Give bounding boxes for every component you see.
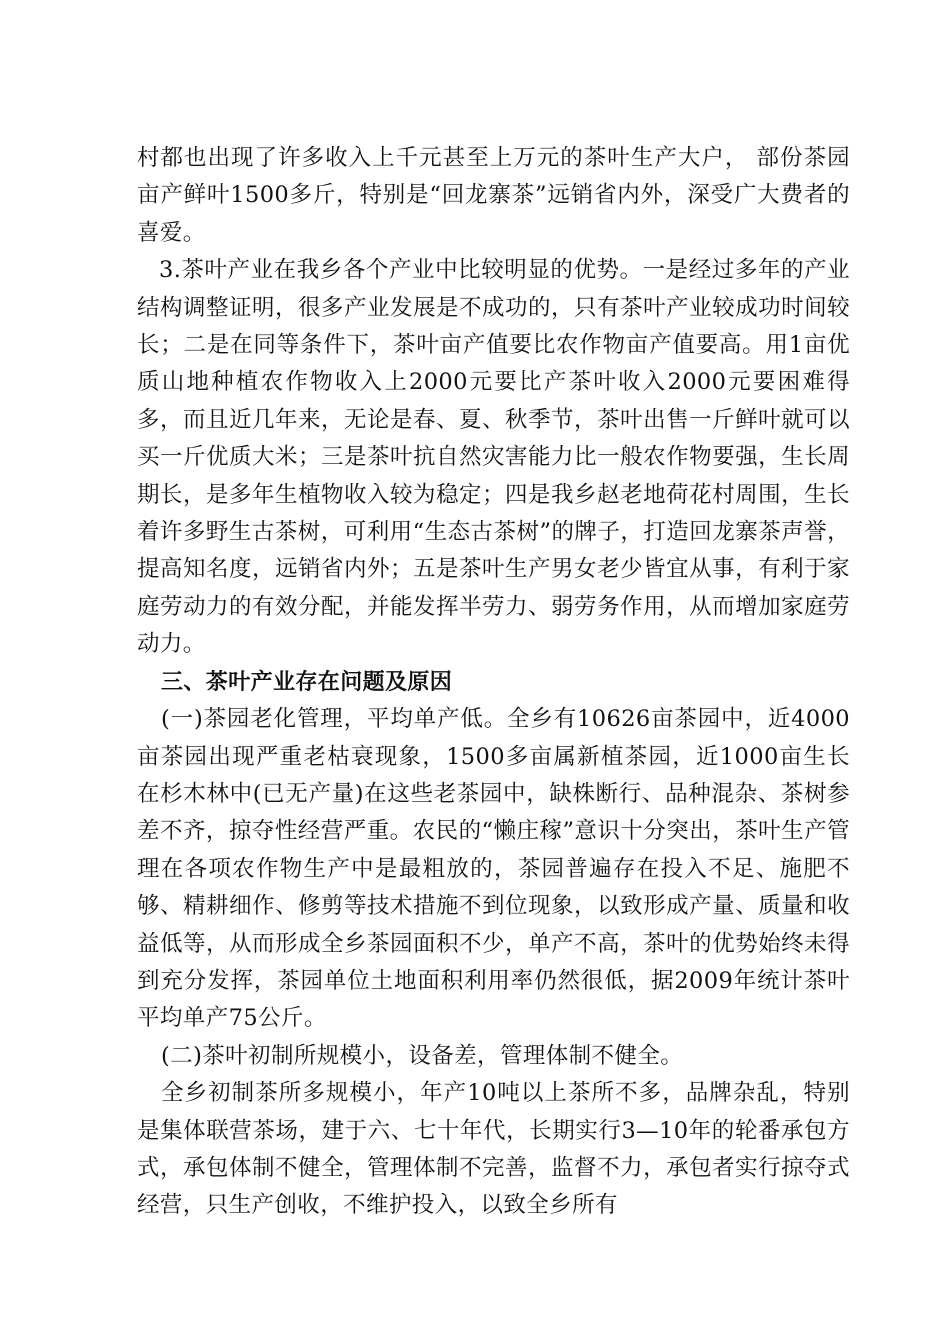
section-heading-problems: 三、茶叶产业存在问题及原因 bbox=[161, 669, 453, 695]
paragraph-factory-details: 全乡初制茶所多规模小，年产10吨以上茶所不多，品牌杂乱，特别是集体联营茶场，建于六、七十年代，长期实行3—10年的轮番承包方式，承包体制不健全，管理体制不完善，监督不力，承包者实行掠夺式经营，只生产创收，不维护投入，以致全乡所有 bbox=[137, 1080, 850, 1219]
paragraph-small-factories-title: (二)茶叶初制所规模小，设备差，管理体制不健全。 bbox=[161, 1042, 684, 1069]
paragraph-aging-gardens: (一)茶园老化管理，平均单产低。全乡有10626亩茶园中，近4000亩茶园出现严重老枯衰现象，1500多亩属新植茶园，近1000亩生长在杉木林中(已无产量)在这些老茶园中，缺株断行、品种混杂、茶树参差不齐，掠夺性经营严重。农民的“懒庄稼”意识十分突出，茶叶生产管理在各项农作物生产中是最粗放的，茶园普遍存在投入不足、施肥不够、精耕细作、修剪等技术措施不到位现象，以致形成产量、质量和收益低等，从而形成全乡茶园面积不少，单产不高，茶叶的优势始终未得到充分发挥，茶园单位土地面积利用率仍然很低，据2009年统计茶叶平均单产75公斤。 bbox=[137, 706, 850, 1032]
paragraph-tea-advantages: 3.茶叶产业在我乡各个产业中比较明显的优势。一是经过多年的产业结构调整证明，很多产业发展是不成功的，只有茶叶产业较成功时间较长；二是在同等条件下，茶叶亩产值要比农作物亩产值要高。用1亩优质山地种植农作物收入上2000元要比产茶叶收入2000元要困难得多，而且近几年来，无论是春、夏、秋季节，茶叶出售一斤鲜叶就可以买一斤优质大米；三是茶叶抗自然灾害能力比一般农作物要强，生长周期长，是多年生植物收入较为稳定；四是我乡赵老地荷花村周围，生长着许多野生古茶树，可利用“生态古茶树”的牌子，打造回龙寨茶声誉，提高知名度，远销省内外；五是茶叶生产男女老少皆宜从事，有利于家庭劳动力的有效分配，并能发挥半劳力、弱劳务作用，从而增加家庭劳动力。 bbox=[137, 257, 850, 658]
paragraph-large-producers: 村都也出现了许多收入上千元甚至上万元的茶叶生产大户， 部份茶园亩产鲜叶1500多斤，特别是“回龙寨茶”远销省内外，深受广大费者的喜爱。 bbox=[137, 145, 850, 246]
document-page bbox=[137, 140, 850, 1225]
